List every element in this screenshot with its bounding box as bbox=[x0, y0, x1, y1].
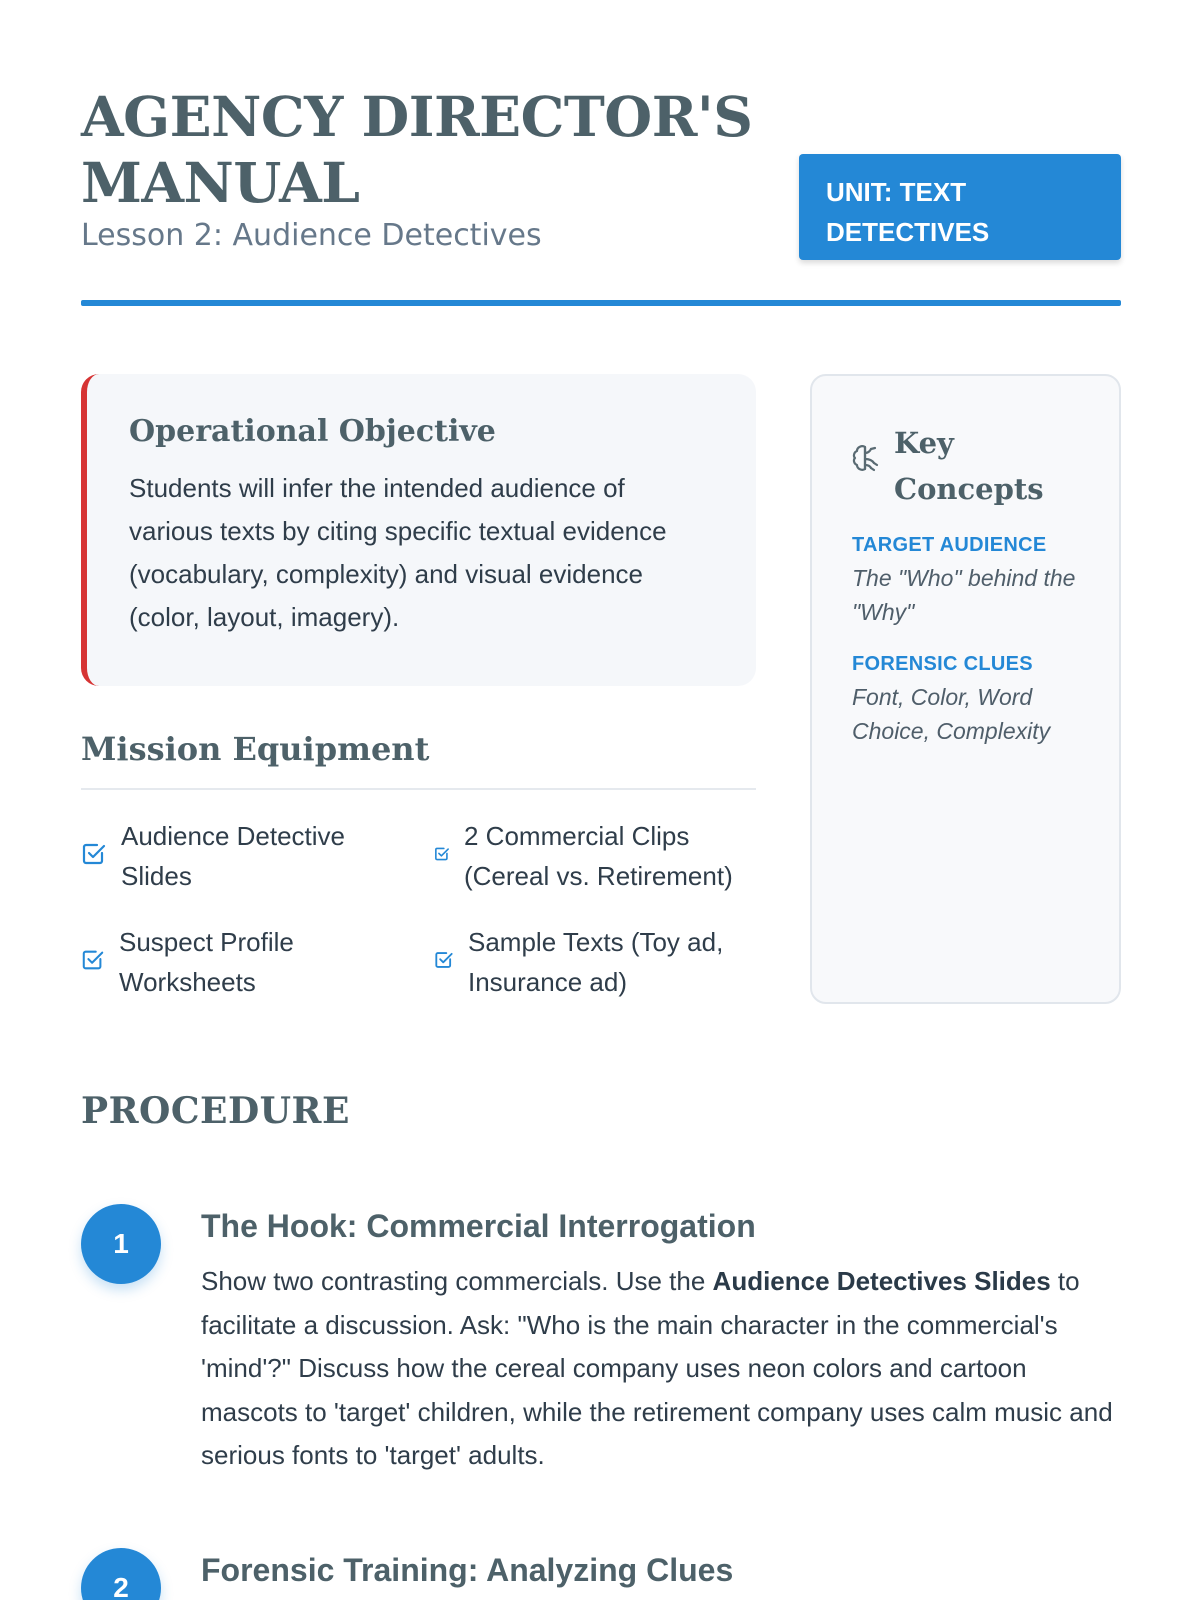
key-concepts-title bbox=[894, 420, 1084, 512]
equipment-item-label bbox=[119, 922, 294, 1002]
step-text-part: to facilitate a discussion. Ask: "Who is the main character in the commercial's 'mind'?" Discuss how the cereal company uses neon colors and cartoon mascots to 'target' children, while the retirement company uses calm music and serious fonts to 'target' adults. bbox=[201, 1266, 1113, 1470]
step-body bbox=[201, 1548, 1121, 1592]
concept-definition: Font, Color, Word Choice, Complexity bbox=[852, 684, 1051, 744]
page-title bbox=[81, 84, 781, 216]
equipment-item-line-2: Worksheets bbox=[119, 967, 256, 997]
unit-badge bbox=[799, 154, 1121, 260]
equipment-item-label bbox=[121, 816, 345, 896]
key-concepts-title-line-1: Key bbox=[894, 426, 954, 460]
checkbox-icon bbox=[81, 948, 105, 977]
objective-card bbox=[81, 374, 756, 686]
unit-badge-line-1: UNIT: TEXT bbox=[826, 177, 967, 207]
brain-icon bbox=[852, 442, 884, 482]
step-number-badge: 2 bbox=[81, 1548, 161, 1600]
step-body bbox=[201, 1204, 1121, 1478]
equipment-item bbox=[81, 922, 421, 1002]
page-title-line-2: MANUAL bbox=[81, 150, 360, 215]
header-divider bbox=[81, 300, 1121, 306]
step-title: The Hook: Commercial Interrogation bbox=[201, 1208, 756, 1244]
concept-term: TARGET AUDIENCE bbox=[852, 534, 1047, 556]
equipment-item-line-2: Insurance ad) bbox=[468, 967, 627, 997]
lesson-subtitle: Lesson 2: Audience Detectives bbox=[81, 218, 542, 253]
equipment-item bbox=[81, 816, 421, 896]
step-text bbox=[201, 1260, 1121, 1478]
equipment-item-label bbox=[464, 816, 733, 896]
key-concepts-title-line-2: Concepts bbox=[894, 472, 1044, 506]
procedure-title: PROCEDURE bbox=[81, 1090, 350, 1132]
equipment-divider bbox=[81, 788, 756, 790]
equipment-item bbox=[434, 816, 774, 896]
step-number-badge: 1 bbox=[81, 1204, 161, 1284]
checkbox-icon bbox=[434, 846, 450, 867]
equipment-item-line-2: (Cereal vs. Retirement) bbox=[464, 861, 733, 891]
equipment-item-line-1: Audience Detective bbox=[121, 821, 346, 851]
equipment-item-line-2: Slides bbox=[121, 861, 192, 891]
unit-badge-line-2: DETECTIVES bbox=[826, 217, 990, 247]
page-title-line-1: AGENCY DIRECTOR'S bbox=[81, 84, 753, 149]
key-concepts-card bbox=[810, 374, 1121, 1004]
key-concepts-header bbox=[852, 420, 1079, 510]
step-text-emphasis: Audience Detectives Slides bbox=[712, 1266, 1051, 1296]
concept-term: FORENSIC CLUES bbox=[852, 653, 1033, 675]
concept-definition: The "Who" behind the "Why" bbox=[852, 565, 1076, 625]
equipment-item-line-1: Suspect Profile bbox=[119, 927, 294, 957]
step-text-part: Show two contrasting commercials. Use the bbox=[201, 1266, 713, 1296]
equipment-item-line-1: 2 Commercial Clips bbox=[464, 821, 690, 851]
step-title: Forensic Training: Analyzing Clues bbox=[201, 1552, 734, 1588]
manual-page bbox=[81, 0, 1121, 1600]
checkbox-icon bbox=[81, 841, 107, 872]
concept-item bbox=[852, 653, 1079, 748]
concept-item bbox=[852, 534, 1079, 629]
equipment-item bbox=[434, 922, 774, 1002]
objective-title: Operational Objective bbox=[129, 414, 496, 449]
objective-text: Students will infer the intended audience of various texts by citing specific textual evidence (vocabulary, complexity) and visual evidence (color, layout, imagery). bbox=[129, 473, 667, 632]
equipment-title: Mission Equipment bbox=[81, 730, 430, 768]
page-header bbox=[81, 84, 1121, 308]
checkbox-icon bbox=[434, 950, 454, 975]
equipment-item-line-1: Sample Texts (Toy ad, bbox=[468, 927, 724, 957]
equipment-item-label bbox=[468, 922, 723, 1002]
